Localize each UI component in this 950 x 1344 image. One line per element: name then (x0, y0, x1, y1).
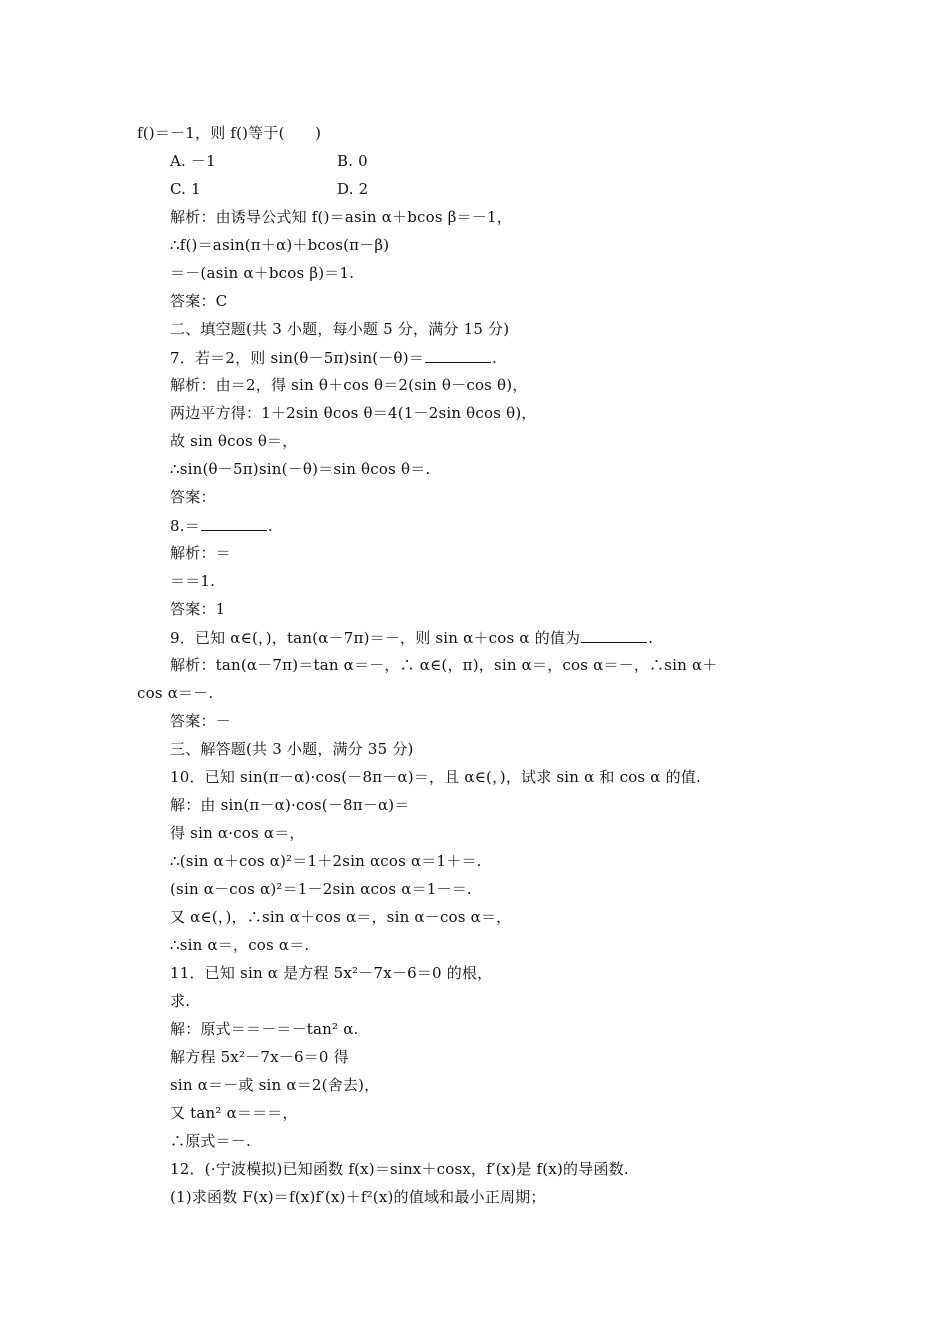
text-line (170, 151, 216, 171)
line-text: 8.＝ (170, 517, 200, 535)
line-text: 得 sin α·cos α＝， (170, 824, 305, 842)
text-line (170, 431, 297, 451)
line-text: 答案：1 (170, 600, 226, 618)
text-line (337, 179, 368, 199)
text-line (170, 655, 718, 675)
line-text: 三、解答题(共 3 小题，满分 35 分) (170, 740, 414, 758)
line-text-suffix: . (492, 349, 498, 367)
line-text: ∴sin α＝，cos α＝. (170, 936, 310, 954)
line-text: A. －1 (170, 152, 216, 170)
text-line (337, 151, 368, 171)
line-text: 答案：C (170, 292, 228, 310)
line-text: 答案： (170, 488, 216, 506)
line-text: ∴(sin α＋cos α)²＝1＋2sin αcos α＝1＋＝. (170, 852, 482, 870)
line-text: C. 1 (170, 180, 201, 198)
text-line (170, 739, 414, 759)
text-line (170, 963, 492, 983)
answer-blank (201, 515, 267, 531)
text-line (170, 263, 354, 283)
line-text: 二、填空题(共 3 小题，每小题 5 分，满分 15 分) (170, 320, 510, 338)
line-text: ＝－(asin α＋bcos β)＝1. (170, 264, 355, 282)
line-text: 解析：tan(α－7π)＝tan α＝－，∴ α∈(，π)，sin α＝，cos α＝－，∴sin α＋ (170, 656, 718, 674)
line-text: ＝＝1. (170, 572, 216, 590)
text-line (170, 235, 389, 255)
text-line (170, 767, 701, 787)
line-text: (sin α－cos α)²＝1－2sin αcos α＝1－＝. (170, 880, 472, 898)
line-text: ∴原式＝－. (170, 1132, 251, 1150)
text-line (170, 347, 497, 368)
line-text: ∴f()＝asin(π＋α)＋bcos(π－β) (170, 236, 390, 254)
line-text: 11．已知 sin α 是方程 5x²－7x－6＝0 的根， (170, 964, 493, 982)
line-text-suffix: . (267, 517, 273, 535)
answer-blank (581, 627, 647, 643)
line-text: 9．已知 α∈(，)，tan(α－7π)＝－，则 sin α＋cos α 的值为 (170, 629, 581, 647)
text-line (170, 851, 482, 871)
line-text: 7．若＝2，则 sin(θ－5π)sin(－θ)＝ (170, 349, 425, 367)
line-text: (1)求函数 F(x)＝f(x)f′(x)＋f²(x)的值域和最小正周期； (170, 1188, 546, 1206)
text-line (170, 1047, 349, 1067)
text-line (170, 291, 227, 311)
line-text: 解方程 5x²－7x－6＝0 得 (170, 1048, 349, 1066)
text-line (170, 207, 512, 227)
text-line (170, 1187, 546, 1207)
text-line (170, 599, 225, 619)
line-text: 10．已知 sin(π－α)·cos(－8π－α)＝，且 α∈(，)，试求 sin α 和 cos α 的值. (170, 768, 701, 786)
text-line (170, 711, 231, 731)
line-text: 又 tan² α＝＝＝， (170, 1104, 298, 1122)
line-text: cos α＝－. (137, 684, 214, 702)
line-text: 故 sin θcos θ＝， (170, 432, 298, 450)
text-line (170, 487, 216, 507)
line-text: 解析：由＝2，得 sin θ＋cos θ＝2(sin θ－cos θ)， (170, 376, 528, 394)
text-line (170, 907, 511, 927)
line-text: 答案：－ (170, 712, 231, 730)
answer-blank (425, 347, 491, 363)
line-text: 解：由 sin(π－α)·cos(－8π－α)＝ (170, 796, 410, 814)
line-text: 12．(·宁波模拟)已知函数 f(x)＝sinx＋cosx，f′(x)是 f(x)的导函数. (170, 1160, 629, 1178)
text-line (170, 179, 201, 199)
text-line (137, 123, 321, 143)
text-line (170, 795, 410, 815)
line-text: 解析：由诱导公式知 f()＝asin α＋bcos β＝－1， (170, 208, 512, 226)
text-line (170, 935, 309, 955)
text-line (170, 627, 653, 648)
line-text: ∴sin(θ－5π)sin(－θ)＝sin θcos θ＝. (170, 460, 431, 478)
text-line (170, 515, 273, 536)
text-line (170, 571, 215, 591)
text-line (170, 1075, 379, 1095)
text-line (170, 1019, 359, 1039)
text-line (170, 1131, 251, 1151)
text-line (170, 1159, 629, 1179)
text-line (170, 823, 305, 843)
text-line (170, 319, 509, 339)
line-text: f()＝－1，则 f()等于( ) (137, 124, 322, 142)
line-text: 两边平方得：1＋2sin θcos θ＝4(1－2sin θcos θ)， (170, 404, 537, 422)
line-text: B. 0 (337, 152, 368, 170)
text-line (137, 683, 213, 703)
line-text-suffix: . (648, 629, 654, 647)
line-text: 解：原式＝＝－＝－tan² α. (170, 1020, 359, 1038)
line-text: 解析：＝ (170, 544, 231, 562)
text-line (170, 403, 537, 423)
text-line (170, 991, 190, 1011)
text-line (170, 543, 231, 563)
line-text: 又 α∈(，)，∴sin α＋cos α＝，sin α－cos α＝， (170, 908, 512, 926)
text-line (170, 459, 430, 479)
text-line (170, 375, 528, 395)
line-text: 求. (170, 992, 191, 1010)
text-line (170, 879, 472, 899)
line-text: D. 2 (337, 180, 369, 198)
line-text: sin α＝－或 sin α＝2(舍去)， (170, 1076, 380, 1094)
text-line (170, 1103, 298, 1123)
